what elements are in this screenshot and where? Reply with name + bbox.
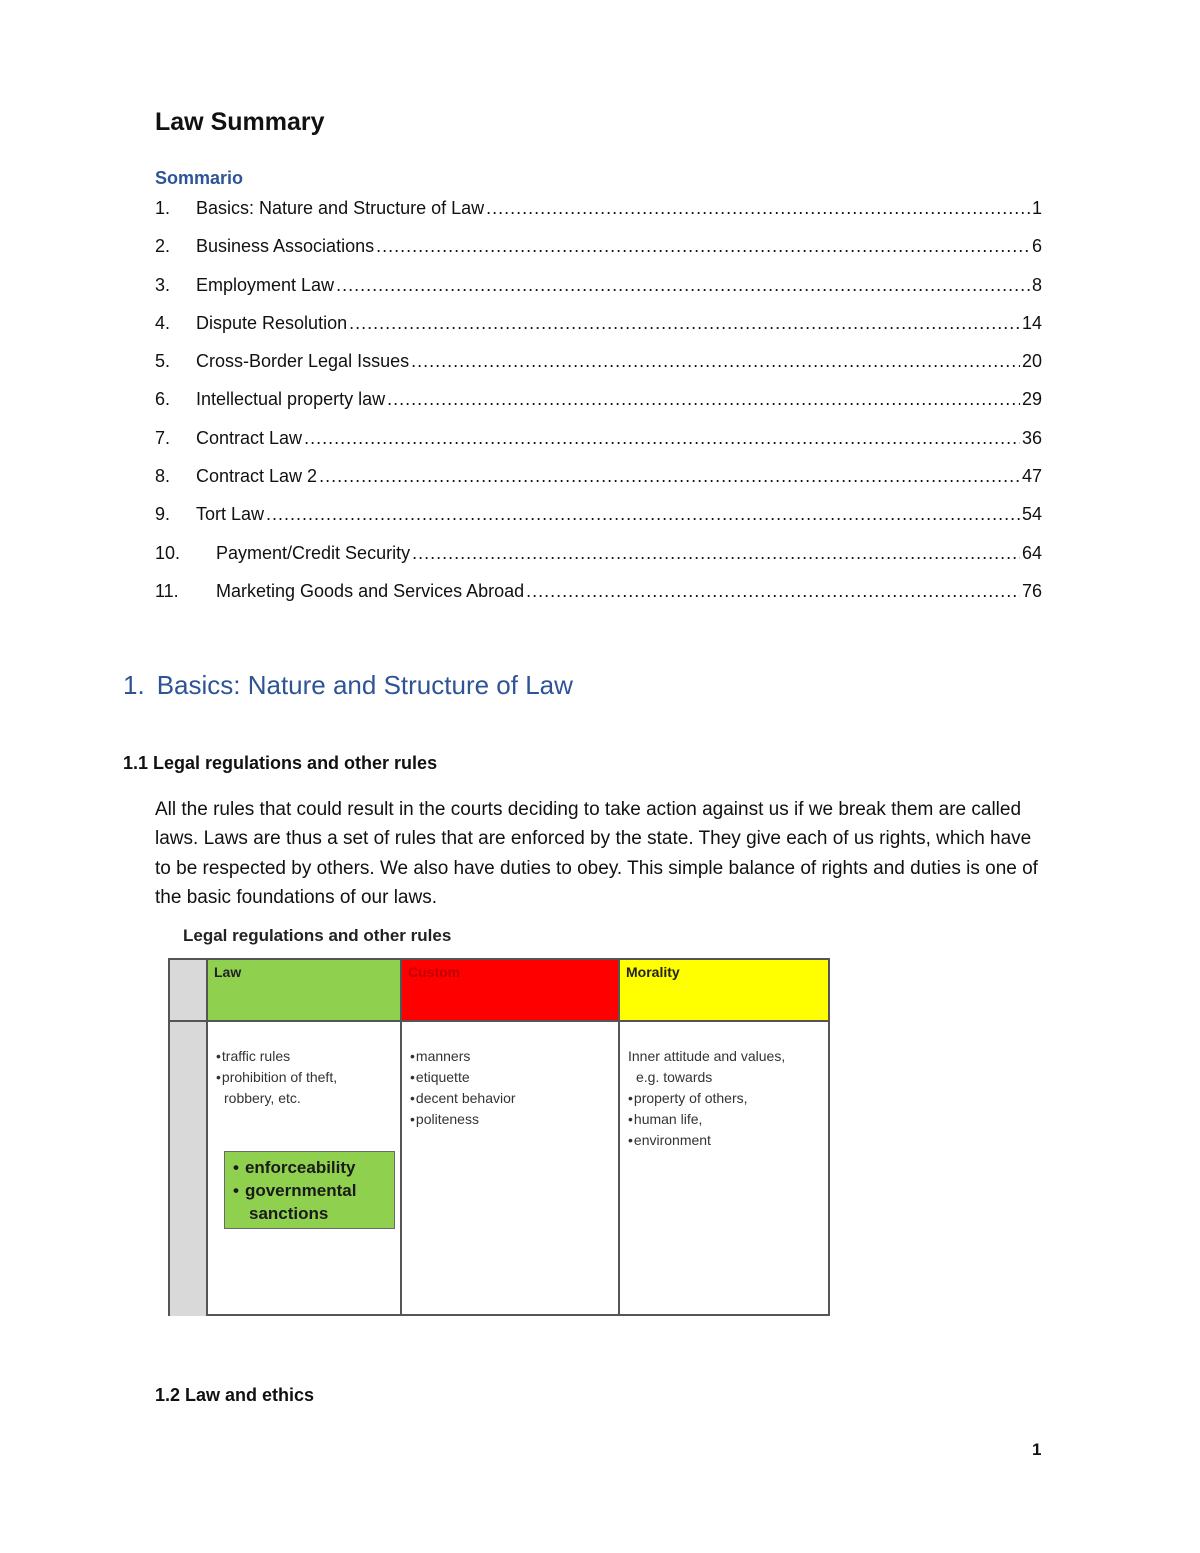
toc-entry-page: 76 bbox=[1021, 580, 1042, 601]
bullet-icon: • bbox=[233, 1158, 239, 1177]
toc-entry-number: 1. bbox=[155, 198, 171, 218]
toc-entry-number: 11. bbox=[155, 580, 179, 601]
list-item: • governmental bbox=[233, 1181, 357, 1200]
toc-entry-title: Payment/Credit Security bbox=[216, 542, 411, 563]
document-title: Law Summary bbox=[155, 108, 325, 136]
toc-dot-leader bbox=[387, 387, 1020, 411]
section-heading-1 bbox=[123, 670, 573, 701]
toc-entry-number: 3. bbox=[155, 274, 171, 295]
list-item: •human life, bbox=[628, 1111, 703, 1127]
toc-heading: Sommario bbox=[155, 168, 244, 188]
bullet-icon: • bbox=[233, 1181, 239, 1200]
toc-entry-number: 10. bbox=[155, 542, 181, 563]
list-item: •decent behavior bbox=[410, 1090, 516, 1106]
toc-entry-title: Cross-Border Legal Issues bbox=[196, 351, 410, 372]
bullet-icon: • bbox=[410, 1048, 415, 1064]
toc-entry[interactable] bbox=[155, 234, 1042, 272]
figure-title: Legal regulations and other rules bbox=[183, 926, 452, 945]
list-item: •politeness bbox=[410, 1111, 479, 1127]
toc-entry-title: Basics: Nature and Structure of Law bbox=[196, 198, 485, 218]
toc-entry-number: 7. bbox=[155, 427, 171, 448]
toc-entry-page: 29 bbox=[1021, 389, 1042, 410]
toc-entry-title: Dispute Resolution bbox=[196, 312, 348, 333]
list-item: •etiquette bbox=[410, 1069, 470, 1085]
toc-entry[interactable] bbox=[155, 196, 1042, 234]
toc-entry[interactable] bbox=[155, 426, 1042, 464]
toc-dot-leader bbox=[349, 311, 1020, 335]
toc-entry[interactable] bbox=[155, 541, 1042, 579]
toc-entry-number: 9. bbox=[155, 504, 171, 525]
list-item: •environment bbox=[628, 1132, 711, 1148]
bullet-icon: • bbox=[216, 1048, 221, 1064]
subsection-heading-1-1: 1.1 Legal regulations and other rules bbox=[123, 753, 438, 773]
toc-dot-leader bbox=[526, 579, 1020, 603]
toc-dot-leader bbox=[412, 541, 1020, 565]
table-of-contents bbox=[155, 196, 1042, 617]
toc-dot-leader bbox=[376, 234, 1030, 258]
custom-column-header: Custom bbox=[402, 960, 620, 1022]
custom-column-body bbox=[402, 1022, 620, 1316]
morality-column-body bbox=[620, 1022, 828, 1316]
toc-entry-number: 8. bbox=[155, 466, 171, 487]
figure-stub-header bbox=[170, 960, 208, 1022]
toc-entry-page: 20 bbox=[1021, 351, 1042, 372]
list-item: Inner attitude and values, bbox=[628, 1048, 786, 1064]
bullet-icon: • bbox=[410, 1111, 415, 1127]
toc-dot-leader bbox=[486, 196, 1030, 220]
toc-entry-page: 8 bbox=[1031, 274, 1042, 295]
toc-entry-title: Employment Law bbox=[196, 274, 335, 295]
bullet-icon: • bbox=[410, 1069, 415, 1085]
toc-entry-title: Contract Law bbox=[196, 427, 303, 448]
toc-entry-page: 64 bbox=[1021, 542, 1042, 563]
page-number: 1 bbox=[1032, 1440, 1042, 1459]
toc-entry[interactable] bbox=[155, 579, 1042, 617]
bullet-icon: • bbox=[216, 1069, 221, 1085]
toc-entry-number: 2. bbox=[155, 236, 171, 257]
bullet-icon: • bbox=[410, 1090, 415, 1106]
toc-entry-title: Business Associations bbox=[196, 236, 375, 257]
bullet-icon: • bbox=[628, 1132, 633, 1148]
toc-entry[interactable] bbox=[155, 349, 1042, 387]
body-paragraph: All the rules that could result in the courts deciding to take action against us if we break them are called laws. Laws are thus a set of rules that are enforced by the state. They give each of us rights, which have to be respected by others. We also have duties to obey. This simple balance of rights and duties is one of the basic foundations of our laws. bbox=[155, 799, 1038, 908]
section-number: 1. bbox=[123, 670, 145, 700]
list-item-continuation: e.g. towards bbox=[636, 1069, 713, 1085]
toc-entry[interactable] bbox=[155, 273, 1042, 311]
bullet-icon: • bbox=[628, 1111, 633, 1127]
toc-entry[interactable] bbox=[155, 464, 1042, 502]
toc-entry-title: Contract Law 2 bbox=[196, 466, 318, 487]
list-item: •property of others, bbox=[628, 1090, 748, 1106]
toc-entry-page: 54 bbox=[1021, 504, 1042, 525]
toc-dot-leader bbox=[411, 349, 1020, 373]
enforceability-callout bbox=[224, 1151, 395, 1229]
bullet-icon: • bbox=[628, 1090, 633, 1106]
toc-dot-leader bbox=[319, 464, 1020, 488]
toc-entry-page: 14 bbox=[1021, 312, 1042, 333]
list-item: • enforceability bbox=[233, 1158, 356, 1177]
toc-entry[interactable] bbox=[155, 311, 1042, 349]
toc-entry-page: 6 bbox=[1031, 236, 1042, 257]
toc-entry-title: Tort Law bbox=[196, 504, 265, 525]
toc-entry-title: Intellectual property law bbox=[196, 389, 386, 410]
toc-entry-page: 36 bbox=[1021, 427, 1042, 448]
toc-dot-leader bbox=[266, 502, 1020, 526]
toc-entry-number: 4. bbox=[155, 312, 171, 333]
list-item: •manners bbox=[410, 1048, 471, 1064]
toc-dot-leader bbox=[336, 273, 1030, 297]
toc-entry-number: 5. bbox=[155, 351, 171, 372]
toc-entry-title: Marketing Goods and Services Abroad bbox=[216, 580, 525, 601]
toc-entry-page: 47 bbox=[1021, 466, 1042, 487]
list-item-continuation: sanctions bbox=[249, 1204, 329, 1223]
morality-column-header: Morality bbox=[620, 960, 828, 1022]
subsection-heading-1-2: 1.2 Law and ethics bbox=[155, 1385, 315, 1405]
list-item: •prohibition of theft, bbox=[216, 1069, 338, 1085]
toc-entry-number: 6. bbox=[155, 389, 171, 410]
list-item-continuation: robbery, etc. bbox=[224, 1090, 301, 1106]
law-column-header: Law bbox=[208, 960, 402, 1022]
toc-entry[interactable] bbox=[155, 502, 1042, 540]
toc-entry[interactable] bbox=[155, 387, 1042, 425]
section-title: Basics: Nature and Structure of Law bbox=[156, 670, 573, 700]
figure-stub-body bbox=[170, 1022, 208, 1316]
list-item: •traffic rules bbox=[216, 1048, 291, 1064]
rules-comparison-figure bbox=[168, 958, 830, 1316]
toc-dot-leader bbox=[304, 426, 1020, 450]
toc-entry-page: 1 bbox=[1031, 198, 1042, 218]
